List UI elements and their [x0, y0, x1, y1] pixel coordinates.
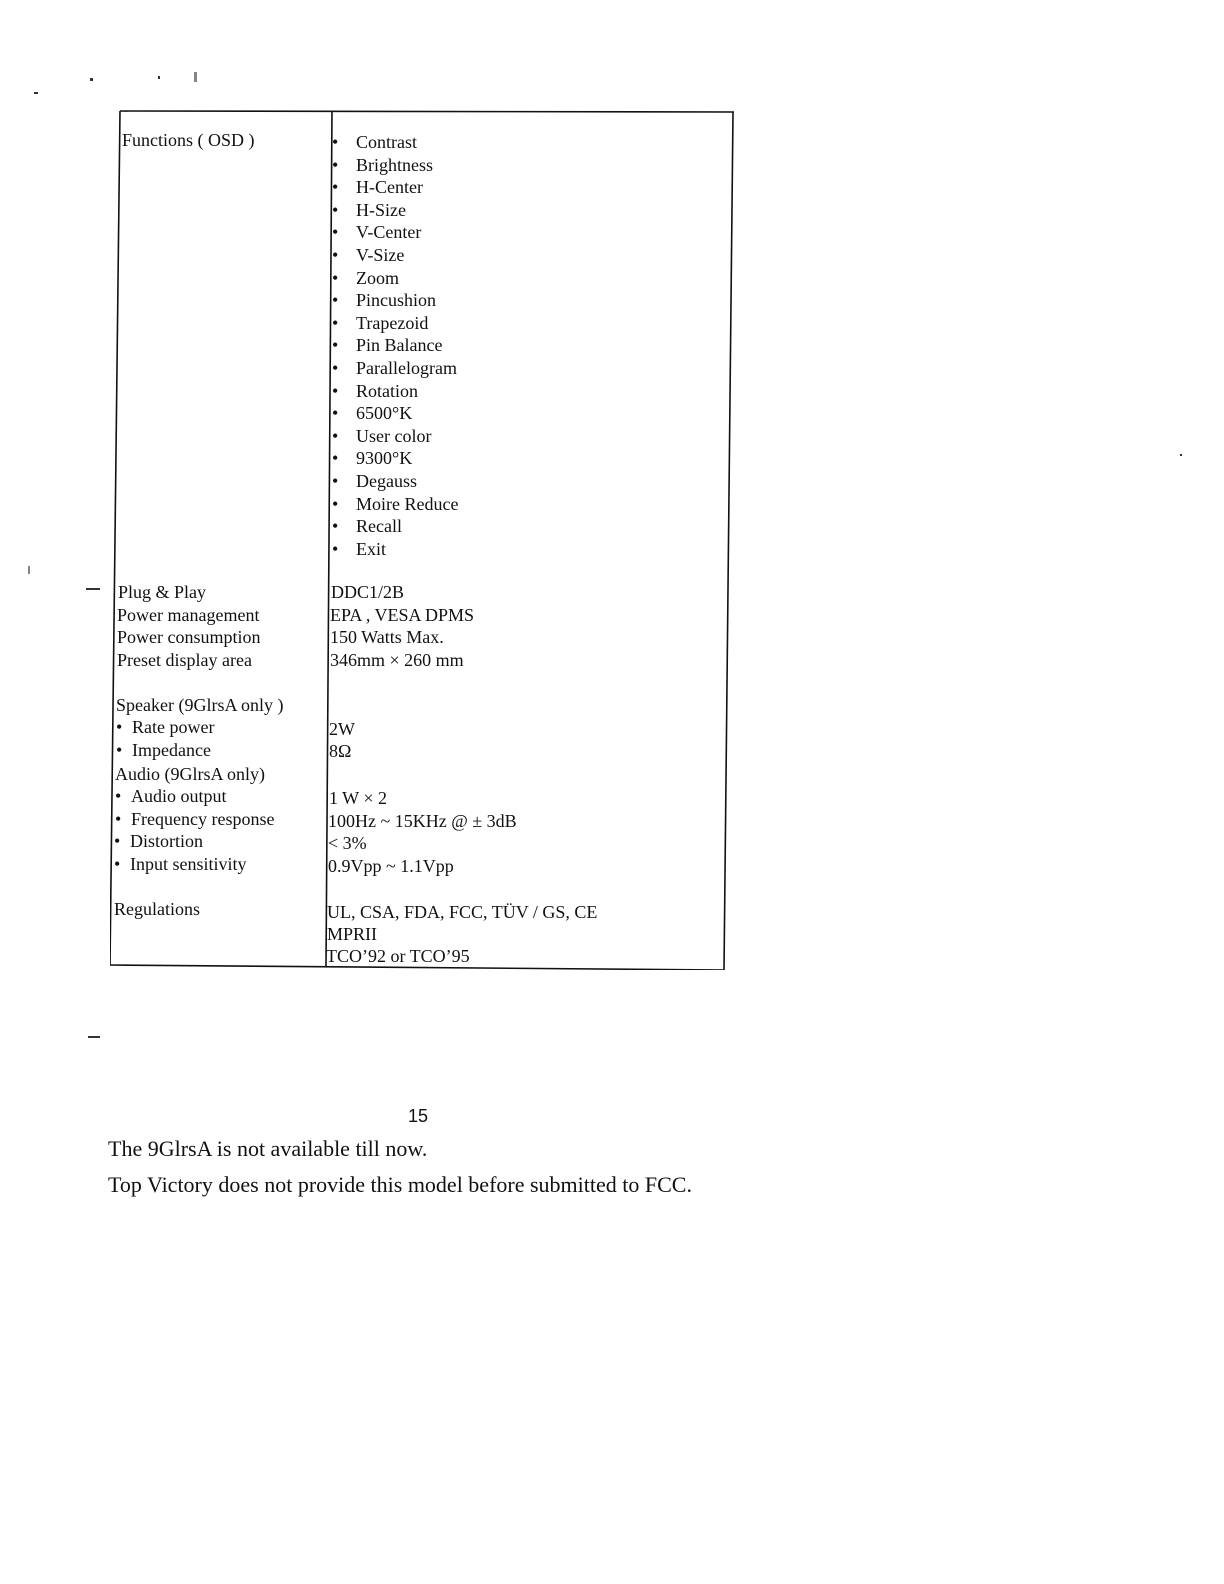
- scan-mark: [86, 588, 100, 590]
- speaker-impedance-value: 8Ω: [329, 741, 352, 761]
- regulations-value: MPRII: [327, 924, 378, 944]
- bullet: •: [332, 470, 339, 491]
- osd-function-item: [332, 425, 458, 448]
- osd-function-label: Trapezoid: [356, 312, 429, 333]
- osd-function-label: H-Size: [356, 199, 406, 220]
- osd-function-label: Moire Reduce: [356, 493, 459, 514]
- regulations-value: UL, CSA, FDA, FCC, TÜV / GS, CE: [327, 902, 598, 922]
- osd-function-label: 9300°K: [356, 448, 413, 469]
- frequency-response-label: • Frequency response: [115, 809, 275, 829]
- input-sensitivity-value: 0.9Vpp ~ 1.1Vpp: [328, 856, 454, 876]
- spec-label: Plug & Play: [118, 582, 207, 602]
- osd-function-item: [332, 447, 458, 470]
- bullet: •: [332, 312, 339, 333]
- spec-label: Preset display area: [117, 650, 252, 670]
- scan-mark: [28, 566, 30, 574]
- distortion-label: • Distortion: [114, 831, 204, 851]
- osd-function-label: Rotation: [356, 380, 418, 401]
- osd-function-label: Pincushion: [356, 290, 437, 311]
- page-number: 15: [408, 1106, 429, 1126]
- bullet: •: [332, 448, 339, 469]
- osd-function-item: [332, 515, 458, 538]
- spec-label: Power consumption: [117, 627, 261, 647]
- bullet: •: [332, 335, 339, 356]
- spec-label: Power management: [117, 605, 260, 625]
- fcc-note: Top Victory does not provide this model before submitted to FCC.: [108, 1172, 692, 1197]
- bullet: •: [116, 717, 123, 737]
- scan-mark: [34, 92, 38, 94]
- osd-function-item: [332, 199, 458, 222]
- availability-note: The 9GlrsA is not available till now.: [108, 1136, 428, 1161]
- bullet: •: [332, 199, 339, 220]
- bullet: •: [332, 403, 339, 424]
- bullet: •: [332, 425, 339, 446]
- scan-mark: [90, 78, 93, 81]
- bullet: •: [332, 380, 339, 401]
- bullet: •: [332, 267, 339, 288]
- osd-function-label: Exit: [356, 538, 386, 559]
- regulations-value: TCO’92 or TCO’95: [326, 946, 470, 966]
- speaker-rate-power-value: 2W: [329, 719, 355, 739]
- speaker-rate-power-label: • Rate power: [116, 717, 215, 737]
- bullet: •: [332, 154, 339, 175]
- bullet: •: [332, 132, 339, 152]
- osd-function-item: [332, 267, 458, 290]
- audio-output-value: 1 W × 2: [329, 788, 387, 808]
- osd-function-label: Recall: [356, 516, 402, 537]
- osd-function-item: [332, 221, 458, 244]
- osd-function-label: Pin Balance: [356, 335, 443, 356]
- frequency-response-value: 100Hz ~ 15KHz @ ± 3dB: [328, 811, 517, 831]
- osd-function-label: Contrast: [356, 132, 417, 152]
- bullet: •: [332, 516, 339, 537]
- spec-value: DDC1/2B: [331, 582, 405, 602]
- bullet: •: [332, 244, 339, 265]
- bullet: •: [332, 538, 339, 559]
- osd-function-label: User color: [356, 425, 432, 446]
- osd-function-item: [332, 357, 458, 380]
- osd-function-item: [332, 131, 458, 154]
- spec-table: [110, 110, 734, 970]
- scan-mark: [88, 1036, 100, 1038]
- functions-label: Functions ( OSD ): [122, 130, 255, 150]
- bullet: •: [114, 854, 121, 874]
- osd-function-label: H-Center: [356, 177, 423, 198]
- osd-function-label: Parallelogram: [356, 357, 457, 378]
- osd-function-list: [332, 131, 458, 560]
- osd-function-label: V-Size: [356, 244, 405, 265]
- bullet: •: [332, 290, 339, 311]
- osd-function-label: V-Center: [356, 222, 422, 243]
- osd-function-item: [332, 493, 458, 516]
- bullet: •: [116, 740, 123, 760]
- bullet: •: [114, 831, 121, 851]
- scan-mark: [1180, 454, 1182, 456]
- osd-function-item: [332, 334, 458, 357]
- speaker-heading: Speaker (9GlrsA only ): [116, 695, 284, 715]
- osd-function-label: 6500°K: [356, 403, 413, 424]
- bullet: •: [115, 809, 122, 829]
- distortion-value: < 3%: [328, 833, 367, 853]
- bullet: •: [332, 357, 339, 378]
- osd-function-item: [332, 538, 458, 561]
- input-sensitivity-label: • Input sensitivity: [114, 854, 247, 874]
- osd-function-label: Zoom: [356, 267, 399, 288]
- bullet: •: [332, 222, 339, 243]
- audio-output-label: • Audio output: [115, 786, 227, 806]
- audio-heading: Audio (9GlrsA only): [115, 764, 265, 784]
- osd-function-item: [332, 154, 458, 177]
- osd-function-item: [332, 470, 458, 493]
- spec-value: EPA , VESA DPMS: [330, 605, 475, 625]
- osd-function-item: [332, 402, 458, 425]
- osd-function-item: [332, 244, 458, 267]
- osd-function-item: [332, 289, 458, 312]
- scan-mark: [194, 72, 197, 82]
- osd-function-item: [332, 312, 458, 335]
- spec-value: 346mm × 260 mm: [330, 650, 464, 670]
- bullet: •: [115, 786, 122, 806]
- scan-mark: [158, 76, 160, 79]
- osd-function-label: Degauss: [356, 470, 417, 491]
- osd-function-item: [332, 176, 458, 199]
- bullet: •: [332, 493, 339, 514]
- osd-function-label: Brightness: [356, 154, 434, 175]
- osd-function-item: [332, 380, 458, 403]
- speaker-impedance-label: • Impedance: [116, 740, 211, 760]
- spec-value: 150 Watts Max.: [330, 627, 444, 647]
- regulations-label: Regulations: [114, 899, 200, 919]
- bullet: •: [332, 177, 339, 198]
